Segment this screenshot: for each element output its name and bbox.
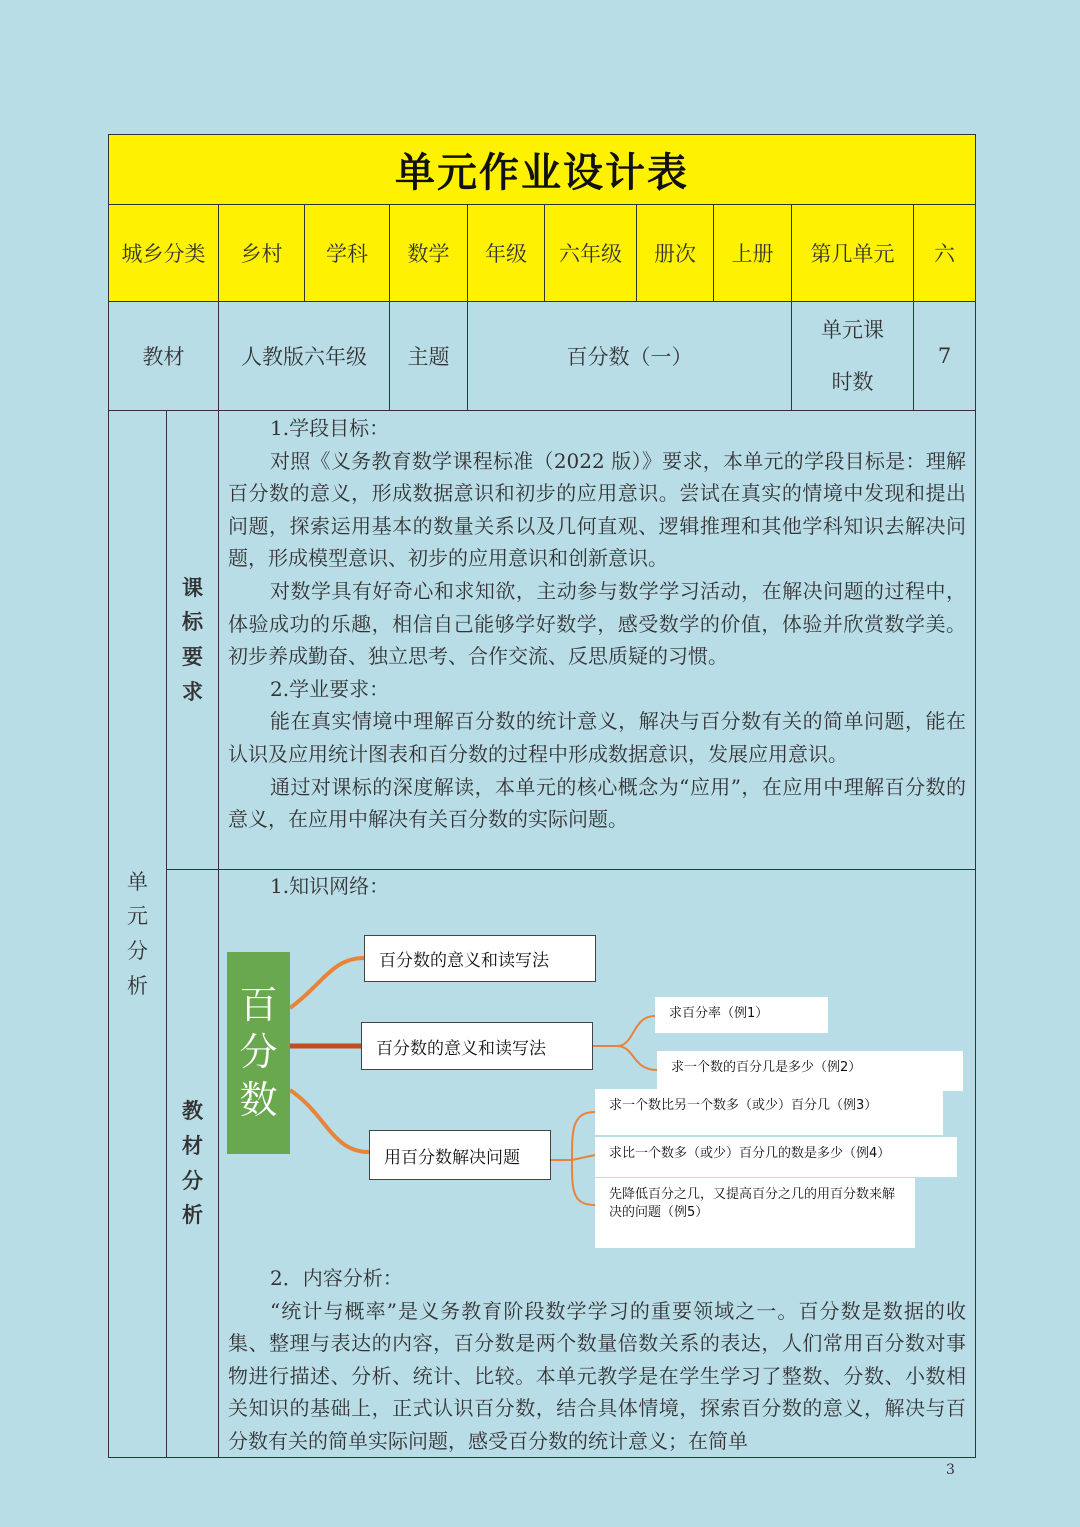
value-subject: 数学 [390, 205, 468, 302]
paragraph: 2.学业要求： [270, 676, 390, 701]
paragraph: “统计与概率”是义务教育阶段数学学习的重要领域之一。百分数是数据的收集、整理与表达的内容，百分数是两个数量倍数关系的表达，人们常用百分数对事物进行描述、分析、统计、比较。本单元教学是在学生学习了整数、分数、小数相关知识的基础上，正式认识百分数，结合具体情境，探索百分数的意义，解决与百分数有关的简单实际问题，感受百分数的统计意义；在简单 [228, 1298, 966, 1453]
label-unit-number: 第几单元 [792, 205, 914, 302]
mindmap-branch-1: 百分数的意义和读写法 [364, 935, 596, 982]
char-1: 课 [182, 575, 203, 600]
mindmap-branch-2: 百分数的意义和读写法 [361, 1022, 593, 1070]
label-unit-hours-line1: 单元课 [821, 317, 884, 342]
value-unit-hours: 7 [914, 302, 975, 411]
label-volume: 册次 [637, 205, 714, 302]
root-char: 分 [239, 1030, 278, 1075]
label-material-analysis [167, 870, 219, 1457]
char-4: 求 [182, 679, 203, 704]
value-volume: 上册 [714, 205, 792, 302]
heading-content-analysis: 2．内容分析： [270, 1266, 403, 1290]
char-3: 要 [182, 645, 203, 669]
root-char: 数 [239, 1077, 278, 1122]
mindmap-leaf: 求比一个数多（或少）百分几的数是多少（例4） [595, 1137, 957, 1177]
mindmap-branch-3: 用百分数解决问题 [369, 1130, 551, 1180]
paragraph: 对数学具有好奇心和求知欲，主动参与数学学习活动，在解决问题的过程中，体验成功的乐趣，相信自己能够学好数学，感受数学的价值，体验并欣赏数学美。初步养成勤奋、独立思考、合作交流、反思质疑的习惯。 [228, 578, 966, 669]
mindmap-leaf: 求百分率（例1） [655, 997, 828, 1033]
char-2: 元 [127, 904, 148, 929]
label-unit-hours [792, 302, 914, 411]
label-textbook: 教材 [109, 302, 219, 411]
paragraph: 1.学段目标： [270, 416, 390, 440]
value-textbook: 人教版六年级 [219, 302, 390, 411]
value-theme: 百分数（一） [468, 302, 792, 411]
label-curriculum-requirements [167, 411, 219, 870]
curriculum-text [228, 412, 966, 836]
mindmap-root [227, 952, 290, 1154]
table-title: 单元作业设计表 [109, 135, 975, 205]
label-theme: 主题 [390, 302, 468, 411]
paragraph: 通过对课标的深度解读，本单元的核心概念为“应用”，在应用中理解百分数的意义，在应用中解决有关百分数的实际问题。 [228, 774, 966, 832]
label-subject: 学科 [305, 205, 390, 302]
char-3: 分 [182, 1168, 203, 1193]
label-grade: 年级 [468, 205, 545, 302]
page-number: 3 [946, 1462, 955, 1478]
label-region-type: 城乡分类 [109, 205, 219, 302]
heading-knowledge-network: 1.知识网络： [270, 874, 390, 898]
root-char: 百 [239, 982, 278, 1027]
value-region-type: 乡村 [219, 205, 305, 302]
content-analysis-text [228, 1262, 966, 1458]
label-unit-analysis [109, 411, 167, 1457]
char-1: 单 [127, 869, 148, 894]
paragraph: 能在真实情境中理解百分数的统计意义，解决与百分数有关的简单问题，能在认识及应用统计图表和百分数的过程中形成数据意识，发展应用意识。 [228, 709, 966, 766]
value-grade: 六年级 [545, 205, 637, 302]
mindmap-leaf: 求一个数的百分几是多少（例2） [657, 1051, 963, 1091]
value-unit-number: 六 [914, 205, 975, 302]
material-heading [228, 870, 966, 903]
char-2: 标 [182, 610, 203, 635]
char-2: 材 [182, 1133, 203, 1158]
char-3: 分 [127, 939, 148, 963]
knowledge-mindmap [227, 930, 967, 1260]
char-4: 析 [182, 1203, 203, 1228]
paragraph: 对照《义务教育数学课程标准（2022 版）》要求，本单元的学段目标是：理解百分数的意义，形成数据意识和初步的应用意识。尝试在真实的情境中发现和提出问题，探索运用基本的数量关系以及几何直观、逻辑推理和其他学科知识去解决问题，形成模型意识、初步的应用意识和创新意识。 [228, 448, 966, 571]
label-unit-hours-line2: 时数 [831, 370, 874, 394]
char-4: 析 [127, 973, 148, 998]
mindmap-leaf: 先降低百分之几，又提高百分之几的用百分数来解决的问题（例5） [595, 1178, 915, 1248]
char-1: 教 [182, 1099, 203, 1124]
mindmap-leaf: 求一个数比另一个数多（或少）百分几（例3） [595, 1089, 943, 1135]
